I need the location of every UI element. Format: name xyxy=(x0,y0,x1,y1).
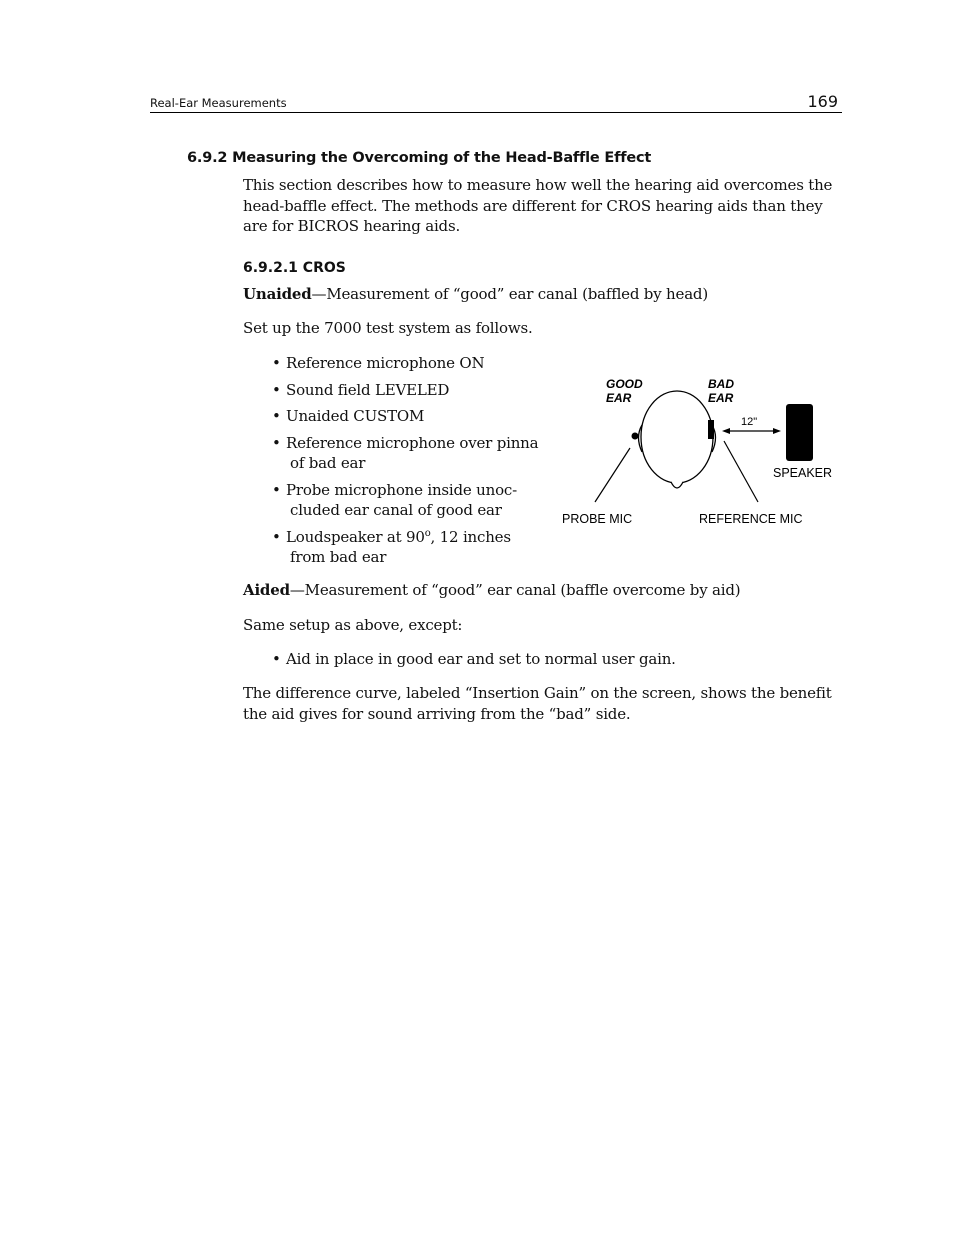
reference-mic-leader xyxy=(724,441,758,502)
reference-mic-icon xyxy=(708,420,714,439)
list-item: • Unaided CUSTOM xyxy=(272,406,538,427)
aided-text: —Measurement of “good” ear canal (baffle overcome by aid) xyxy=(289,581,741,599)
speaker-icon xyxy=(786,404,813,461)
setup-list xyxy=(272,353,538,568)
intro-line-3: are for BICROS hearing aids. xyxy=(243,217,461,235)
probe-mic-icon xyxy=(632,433,639,440)
reference-mic-label: REFERENCE MIC xyxy=(699,512,803,526)
aided-list xyxy=(272,649,676,670)
running-title: Real-Ear Measurements xyxy=(150,96,287,110)
intro-paragraph xyxy=(243,175,843,237)
page-number: 169 xyxy=(807,92,838,111)
unaided-label: Unaided xyxy=(243,285,312,303)
cros-setup-diagram xyxy=(555,370,845,535)
list-item: • Aid in place in good ear and set to normal user gain. xyxy=(272,649,676,670)
list-item: • Reference microphone over pinna of bad ear xyxy=(272,433,538,474)
list-item: • Sound field LEVELED xyxy=(272,380,538,401)
unaided-text: —Measurement of “good” ear canal (baffled by head) xyxy=(311,285,708,303)
running-header xyxy=(150,90,842,113)
aided-label: Aided xyxy=(243,581,290,599)
same-setup-paragraph: Same setup as above, except: xyxy=(243,616,463,634)
arrow-right-icon xyxy=(773,428,781,434)
bad-ear-label-2: EAR xyxy=(708,391,734,405)
section-heading: 6.9.2 Measuring the Overcoming of the Head-Baffle Effect xyxy=(187,150,652,166)
intro-line-1: This section describes how to measure how well the hearing aid overcomes the xyxy=(243,176,833,194)
difference-line-1: The difference curve, labeled “Insertion Gain” on the screen, shows the benefit xyxy=(243,684,832,702)
list-item: • Reference microphone ON xyxy=(272,353,538,374)
setup-paragraph: Set up the 7000 test system as follows. xyxy=(243,319,533,337)
good-ear-label-2: EAR xyxy=(606,391,632,405)
unaided-paragraph xyxy=(243,284,843,305)
difference-paragraph xyxy=(243,683,843,724)
probe-mic-leader xyxy=(595,448,630,502)
aided-paragraph xyxy=(243,580,843,601)
probe-mic-label: PROBE MIC xyxy=(562,512,633,526)
list-item: • Loudspeaker at 90$^o$, 12 inches from bad ear xyxy=(272,527,538,568)
arrow-left-icon xyxy=(722,428,730,434)
good-ear-label-1: GOOD xyxy=(606,377,643,391)
subsection-heading: 6.9.2.1 CROS xyxy=(243,260,346,276)
list-item: • Probe microphone inside unoc- cluded ear canal of good ear xyxy=(272,480,538,521)
distance-label: 12" xyxy=(741,416,758,428)
difference-line-2: the aid gives for sound arriving from the “bad” side. xyxy=(243,704,631,723)
intro-line-2: head-baffle effect. The methods are different for CROS hearing aids than they xyxy=(243,196,823,215)
bad-ear-label-1: BAD xyxy=(708,377,734,391)
speaker-label: SPEAKER xyxy=(773,466,833,480)
head-icon xyxy=(639,391,716,488)
